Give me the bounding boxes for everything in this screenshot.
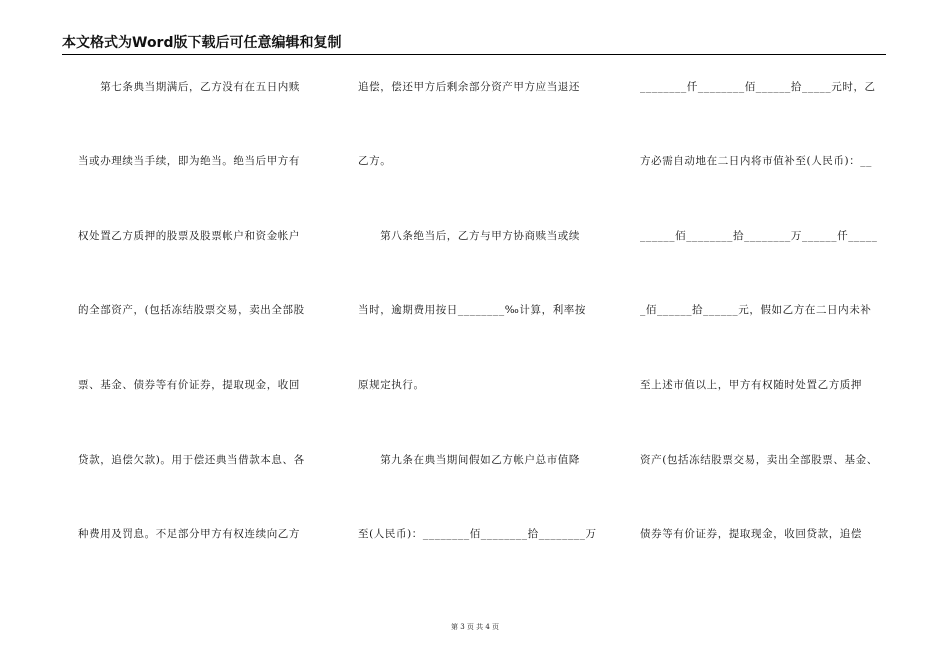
text-line: 资产(包括冻结股票交易，卖出全部股票、基金、 xyxy=(640,454,878,466)
text-column-right xyxy=(640,0,890,600)
text-line: 票、基金、债券等有价证券，提取现金，收回 xyxy=(78,379,300,391)
text-line: 权处置乙方质押的股票及股票帐户和资金帐户 xyxy=(78,230,300,242)
text-line: ______佰________拾________万______仟_____ xyxy=(640,230,878,242)
text-line: 债券等有价证券，提取现金，收回贷款，追偿 xyxy=(640,528,862,540)
text-line: 至上述市值以上，甲方有权随时处置乙方质押 xyxy=(640,379,862,391)
text-line: 的全部资产，(包括冻结股票交易，卖出全部股 xyxy=(78,304,305,316)
text-line: 第八条绝当后，乙方与甲方协商赎当或续 xyxy=(358,230,580,242)
text-line: 追偿，偿还甲方后剩余部分资产甲方应当退还 xyxy=(358,81,580,93)
text-line: 第七条典当期满后，乙方没有在五日内赎 xyxy=(78,81,300,93)
text-line: 贷款，追偿欠款)。用于偿还典当借款本息、各 xyxy=(78,454,305,466)
text-line: 原规定执行。 xyxy=(358,379,425,391)
document-header-title: 本文格式为Word版下载后可任意编辑和复制 xyxy=(62,35,342,51)
text-column-middle xyxy=(358,0,608,600)
text-line: 乙方。 xyxy=(358,155,392,167)
text-line: 至(人民币)：________佰________拾________万 xyxy=(358,528,597,540)
text-line: 当或办理续当手续，即为绝当。绝当后甲方有 xyxy=(78,155,300,167)
text-line: ________仟________佰______拾_____元时，乙 xyxy=(640,81,876,93)
text-line: 当时，逾期费用按日________‰计算，利率按 xyxy=(358,304,586,316)
text-line: _佰______拾______元，假如乙方在二日内未补 xyxy=(640,304,872,316)
text-line: 种费用及罚息。不足部分甲方有权连续向乙方 xyxy=(78,528,300,540)
text-column-left xyxy=(78,0,326,600)
text-line: 第九条在典当期间假如乙方帐户总市值降 xyxy=(358,454,580,466)
page-number-footer: 第 3 页 共 4 页 xyxy=(450,623,500,631)
text-line: 方必需自动地在二日内将市值补至(人民币)：__ xyxy=(640,155,872,167)
